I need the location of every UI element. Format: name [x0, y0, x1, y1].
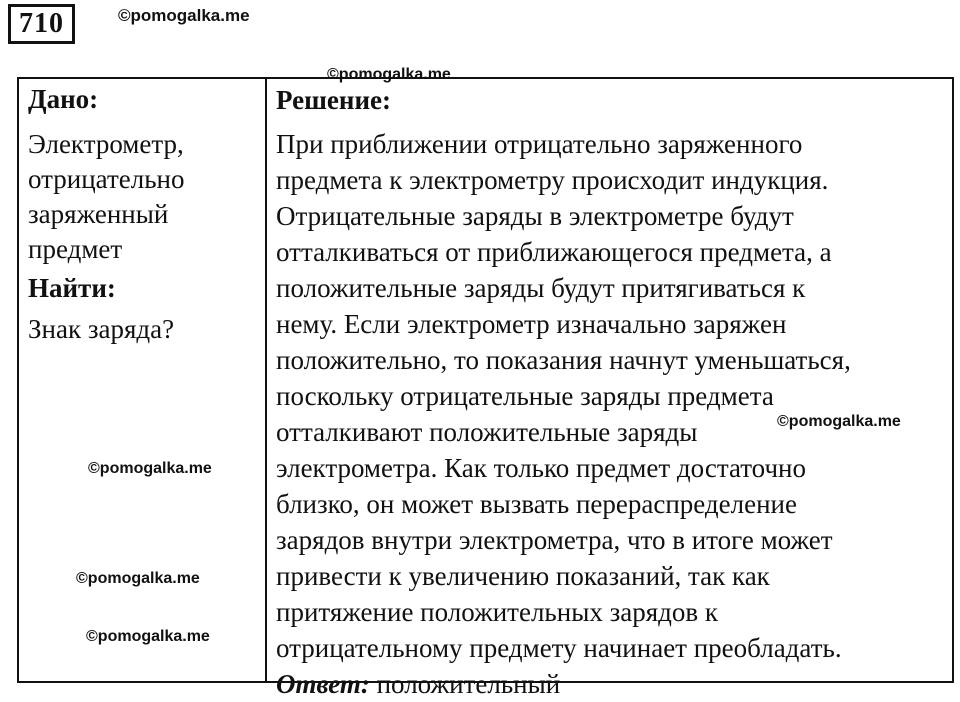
find-text: Знак заряда?: [28, 314, 175, 344]
given-line: предмет: [28, 234, 123, 264]
solution-table: [17, 77, 954, 699]
solution-line: зарядов внутри электрометра, что в итоге может: [276, 525, 833, 555]
given-heading: Дано:: [28, 84, 99, 114]
given-text: [28, 127, 256, 267]
given-line: отрицательно: [28, 164, 185, 194]
answer-line: [276, 666, 946, 702]
solution-line: близко, он может вызвать перераспределение: [276, 489, 797, 519]
watermark: ©pomogalka.me: [76, 570, 200, 587]
given-column: [28, 82, 256, 347]
solution-heading: Решение:: [276, 85, 391, 115]
solution-line: Отрицательные заряды в электрометре будут: [276, 201, 794, 231]
watermark: ©pomogalka.me: [327, 66, 451, 83]
solution-column: [276, 82, 946, 702]
solution-line: При приближении отрицательно заряженного: [276, 129, 803, 159]
problem-number: 710: [8, 4, 75, 44]
column-divider: [265, 79, 267, 681]
watermark: ©pomogalka.me: [118, 6, 250, 25]
solution-line: отрицательному предмету начинает преобладать.: [276, 633, 842, 663]
find-heading: Найти:: [28, 273, 116, 303]
solution-line: нему. Если электрометр изначально заряжен: [276, 309, 787, 339]
solution-line: отталкиваться от приближающегося предмета, а: [276, 237, 832, 267]
solution-line: положительные заряды будут притягиваться к: [276, 273, 806, 303]
solution-line: электрометра. Как только предмет достаточно: [276, 453, 807, 483]
watermark: ©pomogalka.me: [86, 628, 210, 645]
given-line: заряженный: [28, 199, 169, 229]
given-line: Электрометр,: [28, 129, 184, 159]
answer-label: Ответ:: [276, 669, 370, 699]
solution-line: предмета к электрометру происходит индукция.: [276, 165, 829, 195]
answer-value: положительный: [369, 669, 561, 699]
solution-line: притяжение положительных зарядов к: [276, 597, 719, 627]
solution-line: положительно, то показания начнут уменьшаться,: [276, 345, 851, 375]
watermark: ©pomogalka.me: [88, 460, 212, 477]
solution-line: привести к увеличению показаний, так как: [276, 561, 770, 591]
solution-line: отталкивают положительные заряды: [276, 417, 698, 447]
solution-line: поскольку отрицательные заряды предмета: [276, 381, 774, 411]
watermark: ©pomogalka.me: [777, 413, 901, 430]
